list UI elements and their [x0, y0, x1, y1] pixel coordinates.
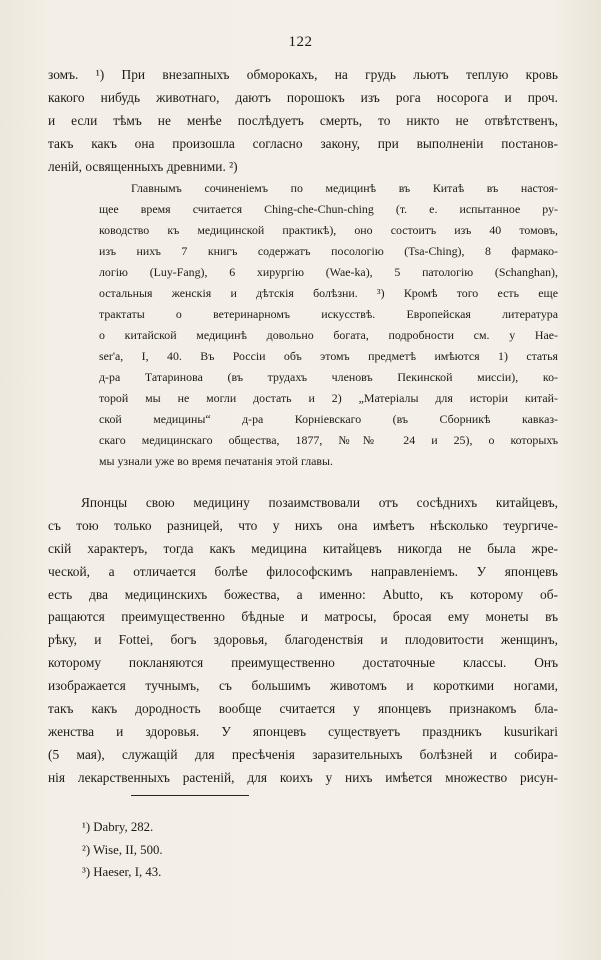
footnote-divider: [131, 795, 249, 796]
text-line: ращаются преимущественно бѣдные и матросы, бросая ему монеты въ: [48, 609, 558, 625]
note-line: торой мы не могли достать и 2) „Матеріалы для исторіи китай-: [99, 391, 558, 405]
footnote: ¹) Dabry, 282.: [82, 820, 154, 834]
note-line: ской медицины“ д-ра Корніевскаго (въ Сборникѣ кавказ-: [99, 412, 558, 426]
note-block: [99, 178, 558, 472]
text-line: есть два медицинскихъ божества, а именно: Abutto, къ которому об-: [48, 586, 558, 602]
footnotes: [82, 816, 382, 884]
text-line: скій характеръ, тогда какъ медицина китайцевъ никогда не была жре-: [48, 540, 558, 556]
text-line: нія лекарственныхъ растеній, для коихъ у нихъ имѣется множество рисун-: [48, 769, 558, 785]
text-line: леній, освященныхъ древними. ²): [48, 158, 238, 174]
text-line: которому покланяются преимущественно достаточные классы. Онъ: [48, 655, 558, 671]
note-line: изъ нихъ 7 книгъ содержатъ посологію (Tsa-Ching), 8 фармако-: [99, 244, 558, 258]
note-line: ser'а, I, 40. Въ Россіи объ этомъ предметѣ имѣются 1) статья: [99, 349, 558, 363]
text-line: съ тою только разницей, что у нихъ она имѣетъ нѣсколько теургиче-: [48, 517, 558, 533]
note-line: о китайской медицинѣ довольно богата, подробности см. у Hae-: [99, 328, 558, 342]
footnote: ²) Wise, II, 500.: [82, 842, 163, 857]
page-number: 122: [288, 34, 313, 50]
text-line: ческой, а отличается болѣе философскимъ направленіемъ. У японцевъ: [48, 563, 558, 579]
note-line: д-ра Татаринова (въ трудахъ членовъ Пекинской миссіи), ко-: [99, 370, 558, 384]
paragraph-japanese-medicine: [48, 492, 558, 790]
text-line: (5 мая), служащій для пресѣченія заразительныхъ болѣзней и собира-: [48, 746, 558, 762]
text-line: женства и здоровья. У японцевъ существуетъ праздникъ kusurikari: [48, 723, 558, 739]
footnote: ³) Haeser, I, 43.: [82, 865, 162, 879]
note-line: остальныя женскія и дѣтскія болѣзни. ³) Кромѣ того есть еще: [99, 286, 558, 300]
note-line: мы узнали уже во время печатанія этой главы.: [99, 454, 334, 468]
text-line: и если тѣмъ не менѣе послѣдуетъ смерть, то никто не отвѣтственъ,: [48, 112, 558, 128]
note-line: трактаты о ветеринарномъ искусствѣ. Европейская литература: [99, 307, 558, 321]
paragraph-continuation: [48, 64, 558, 178]
note-line: скаго медицинскаго общества, 1877, №№ 24 и 25), о которыхъ: [99, 433, 558, 447]
text-line: такъ какъ она произошла согласно закону, при выполненіи постанов-: [48, 135, 558, 151]
note-line: Главнымъ сочиненіемъ по медицинѣ въ Китаѣ въ настоя-: [131, 181, 558, 195]
text-line: рѣку, и Fottei, богъ здоровья, благоденствія и плодовитости женщинъ,: [48, 632, 558, 648]
text-line: какого нибудь животнаго, даютъ порошокъ изъ рога носорога и проч.: [48, 89, 558, 105]
note-line: ководство къ медицинской практикѣ), оно состоитъ изъ 40 томовъ,: [99, 223, 558, 237]
text-line: такъ какъ дородность вообще считается у японцевъ признакомъ бла-: [48, 701, 558, 717]
text-line: зомъ. ¹) При внезапныхъ обморокахъ, на грудь льютъ теплую кровь: [48, 67, 558, 82]
text-line: изображается тучнымъ, съ большимъ животомъ и короткими ногами,: [48, 678, 558, 694]
note-line: щее время считается Ching-che-Chun-ching (т. е. испытанное ру-: [99, 202, 558, 216]
note-line: логію (Luy-Fang), 6 хирургію (Wae-ka), 5 патологію (Schanghan),: [99, 265, 558, 279]
text-line: Японцы свою медицину позаимствовали отъ сосѣднихъ китайцевъ,: [81, 495, 558, 510]
